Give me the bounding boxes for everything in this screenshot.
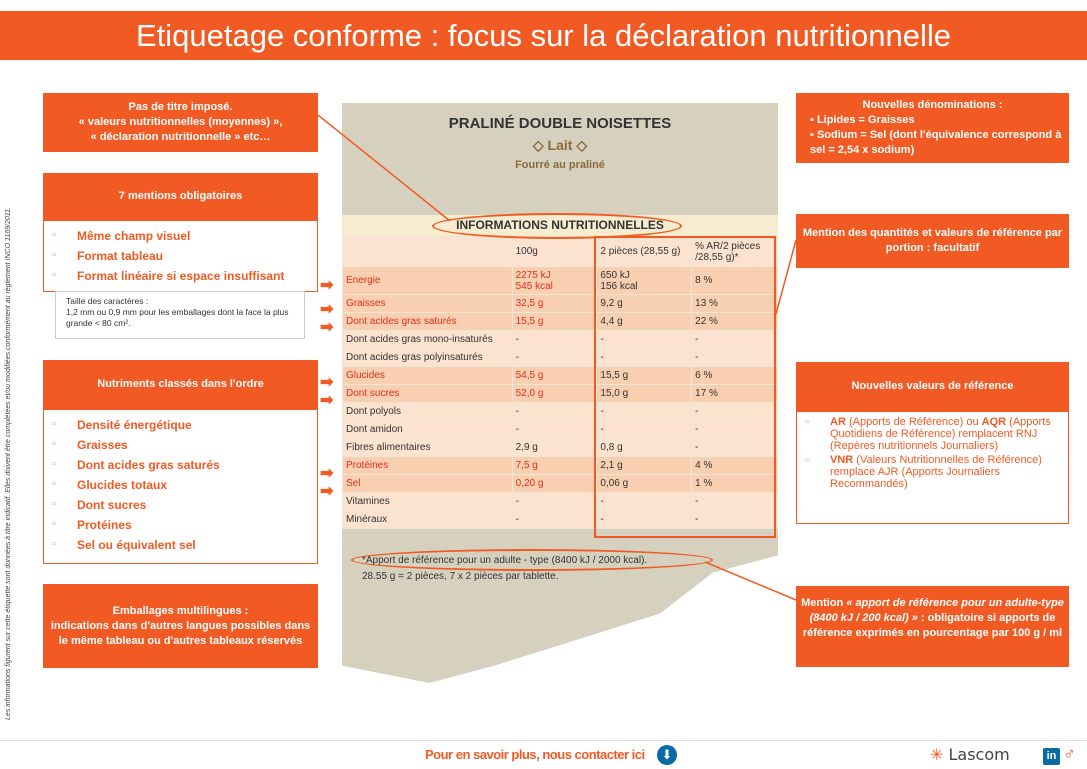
value-100g: 32,5 g — [512, 295, 597, 313]
value-portion: 650 kJ 156 kcal — [597, 267, 692, 295]
mention-item: ▫ Même champ visuel — [52, 229, 317, 243]
mentions-title-box: 7 mentions obligatoires — [43, 173, 318, 220]
denomination-item: ▪ Lipides = Graisses — [810, 114, 915, 126]
nutrient-name: Sel — [343, 475, 513, 493]
nutrient-name: Dont acides gras polyinsaturés — [343, 349, 513, 367]
variant-text: Lait — [547, 137, 573, 153]
value-ar: - — [692, 349, 778, 367]
column-header: 100g — [512, 237, 597, 267]
nutrient-name: Vitamines — [343, 493, 513, 511]
value-100g: - — [512, 493, 597, 511]
value-100g: 0,20 g — [512, 475, 597, 493]
nutrient-order-item: ▫ Protéines — [52, 518, 317, 532]
value-ar: 17 % — [692, 385, 778, 403]
nutrient-order-item: ▫ Densité énergétique — [52, 418, 317, 432]
value-portion: 0,06 g — [597, 475, 692, 493]
order-title-box: Nutriments classés dans l'ordre — [43, 360, 318, 409]
value-ar: - — [692, 403, 778, 421]
value-ar: 13 % — [692, 295, 778, 313]
arrow-right-icon: ➡ — [320, 374, 334, 391]
page-title: Etiquetage conforme : focus sur la déclaration nutritionnelle — [0, 11, 1087, 60]
product-name: PRALINÉ DOUBLE NOISETTES — [448, 115, 672, 132]
value-ar: - — [692, 439, 778, 457]
nutrient-name: Energie — [343, 267, 513, 295]
value-portion: 4,4 g — [597, 313, 692, 331]
value-ar: 1 % — [692, 475, 778, 493]
contact-link[interactable]: Pour en savoir plus, nous contacter ici — [425, 747, 645, 762]
arrow-right-icon: ➡ — [320, 465, 334, 482]
logo-star-icon: ✳ — [930, 745, 944, 764]
product-variant: ◇ Lait ◇ — [532, 137, 588, 153]
download-icon[interactable]: ⬇ — [657, 745, 677, 765]
side-disclaimer: Les informations figurent sur cette étiquette sont données à titre indicatif. Elles doivent être complétées et/ou modifiées conformément au règlement INCO 1169/2011. — [5, 207, 12, 720]
value-ar: - — [692, 421, 778, 439]
arrow-right-icon: ➡ — [320, 277, 334, 294]
nutrient-name: Dont polyols — [343, 403, 513, 421]
value-ar: 6 % — [692, 367, 778, 385]
lascom-logo — [930, 745, 1010, 764]
portion-box: Mention des quantités et valeurs de référence par portion : facultatif — [796, 214, 1069, 268]
column-header: % AR/2 pièces /28,55 g)* — [692, 237, 778, 267]
value-100g: 2275 kJ 545 kcal — [512, 267, 597, 295]
arrow-right-icon: ➡ — [320, 392, 334, 409]
column-header: 2 pièces (28,55 g) — [597, 237, 692, 267]
value-100g: 2,9 g — [512, 439, 597, 457]
value-100g: - — [512, 349, 597, 367]
value-portion: - — [597, 349, 692, 367]
font-size-note: Taille des caractères : 1,2 mm ou 0,9 mm pour les emballages dont la face la plus grande < 80 cm². — [55, 291, 305, 339]
nutrient-name: Dont amidon — [343, 421, 513, 439]
reference-title-box: Nouvelles valeurs de référence — [796, 362, 1069, 411]
value-portion: - — [597, 331, 692, 349]
nutrient-order-item: ▫ Dont acides gras saturés — [52, 458, 317, 472]
value-portion: 0,8 g — [597, 439, 692, 457]
brand-mark-icon: ♂ — [1063, 744, 1076, 763]
nutrient-name: Glucides — [343, 367, 513, 385]
linkedin-icon[interactable]: in — [1043, 748, 1060, 765]
footnote-line-1: *Apport de référence pour un adulte - type (8400 kJ / 2000 kcal). — [362, 555, 648, 566]
arrow-right-icon: ➡ — [320, 301, 334, 318]
value-portion: - — [597, 421, 692, 439]
value-100g: - — [512, 511, 597, 529]
nutrient-order-item: ▫ Sel ou équivalent sel — [52, 538, 317, 552]
reference-item: ▫ VNR (Valeurs Nutritionnelles de Référence) remplace AJR (Apports Journaliers Recommandés) — [805, 454, 1068, 490]
nutrient-order-item: ▫ Dont sucres — [52, 498, 317, 512]
value-portion: 9,2 g — [597, 295, 692, 313]
value-100g: 7,5 g — [512, 457, 597, 475]
nutrient-name: Protéines — [343, 457, 513, 475]
value-ar: 4 % — [692, 457, 778, 475]
nutrient-name: Fibres alimentaires — [343, 439, 513, 457]
footer-divider — [0, 740, 1087, 741]
value-portion: - — [597, 403, 692, 421]
value-ar: 22 % — [692, 313, 778, 331]
footnote-line-2: 28.55 g = 2 pièces, 7 x 2 pièces par tablette. — [362, 571, 559, 582]
value-100g: 52,0 g — [512, 385, 597, 403]
value-portion: - — [597, 511, 692, 529]
value-ar: - — [692, 331, 778, 349]
nutrient-name: Minéraux — [343, 511, 513, 529]
product-desc: Fourré au praliné — [515, 159, 605, 171]
title-info-box: Pas de titre imposé. « valeurs nutritionnelles (moyennes) », « déclaration nutritionnelle » etc… — [43, 93, 318, 152]
nutrient-name: Dont acides gras saturés — [343, 313, 513, 331]
nutrient-name: Graisses — [343, 295, 513, 313]
nutrition-table-title: INFORMATIONS NUTRITIONNELLES — [342, 215, 778, 236]
arrow-right-icon: ➡ — [320, 483, 334, 500]
logo-text: Lascom — [948, 745, 1010, 764]
value-ar: - — [692, 493, 778, 511]
value-100g: 54,5 g — [512, 367, 597, 385]
arrow-right-icon: ➡ — [320, 319, 334, 336]
value-100g: 15,5 g — [512, 313, 597, 331]
value-100g: - — [512, 331, 597, 349]
reference-item: ▫ AR (Apports de Référence) ou AQR (Apports Quotidiens de Référence) remplacent RNJ (Repères nutritionnels Journaliers) — [805, 416, 1068, 452]
value-portion: - — [597, 493, 692, 511]
adult-box-pre: Mention — [801, 597, 847, 609]
value-portion: 15,0 g — [597, 385, 692, 403]
value-portion: 2,1 g — [597, 457, 692, 475]
value-ar: - — [692, 511, 778, 529]
nutrient-order-item: ▫ Glucides totaux — [52, 478, 317, 492]
adult-box-emphasis: « apport de référence pour un adulte-type (8400 kJ / 200 kcal) » — [809, 597, 1064, 624]
multilingual-box: Emballages multilingues : indications dans d'autres langues possibles dans le même tableau ou d'autres tableaux réservés — [43, 584, 318, 668]
denominations-title: Nouvelles dénominations : — [862, 99, 1003, 111]
mention-item: ▫ Format linéaire si espace insuffisant — [52, 269, 317, 283]
nutrient-name: Dont acides gras mono-insaturés — [343, 331, 513, 349]
nutrient-name: Dont sucres — [343, 385, 513, 403]
denomination-item: ▪ Sodium = Sel (dont l'équivalence correspond à sel = 2,54 x sodium) — [810, 129, 1062, 156]
value-100g: - — [512, 421, 597, 439]
nutrient-order-item: ▫ Graisses — [52, 438, 317, 452]
adult-box-post: : obligatoire si apports de référence exprimés en pourcentage par 100 g / ml — [802, 612, 1063, 639]
value-portion: 15,5 g — [597, 367, 692, 385]
value-ar: 8 % — [692, 267, 778, 295]
mention-item: ▫ Format tableau — [52, 249, 317, 263]
value-100g: - — [512, 403, 597, 421]
